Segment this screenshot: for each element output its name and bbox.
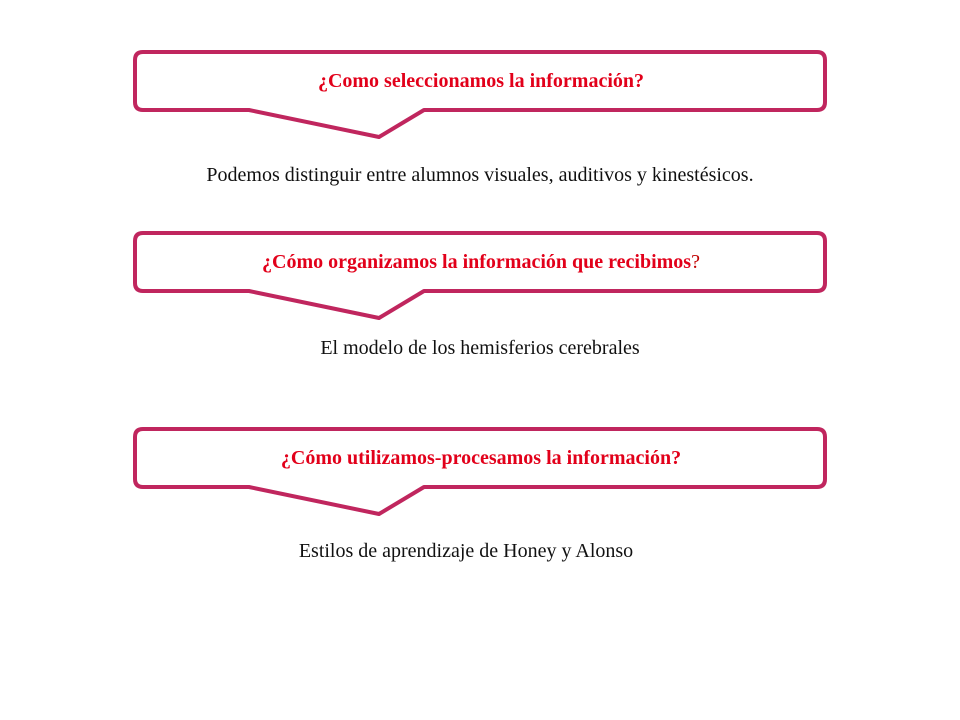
answer-2: El modelo de los hemisferios cerebrales	[320, 337, 640, 359]
answer-3: Estilos de aprendizaje de Honey y Alonso	[298, 540, 634, 562]
question-2-text: ¿Cómo organizamos la información que recibimos	[262, 251, 692, 273]
callout-3	[0, 428, 960, 518]
question-2-mark: ?	[691, 251, 700, 273]
callout-2	[0, 232, 960, 322]
question-2	[136, 232, 826, 292]
callout-1	[0, 51, 960, 141]
question-3: ¿Cómo utilizamos-procesamos la información?	[280, 447, 682, 469]
answer-1: Podemos distinguir entre alumnos visuales, auditivos y kinestésicos.	[206, 164, 754, 186]
question-1: ¿Como seleccionamos la información?	[317, 70, 645, 92]
